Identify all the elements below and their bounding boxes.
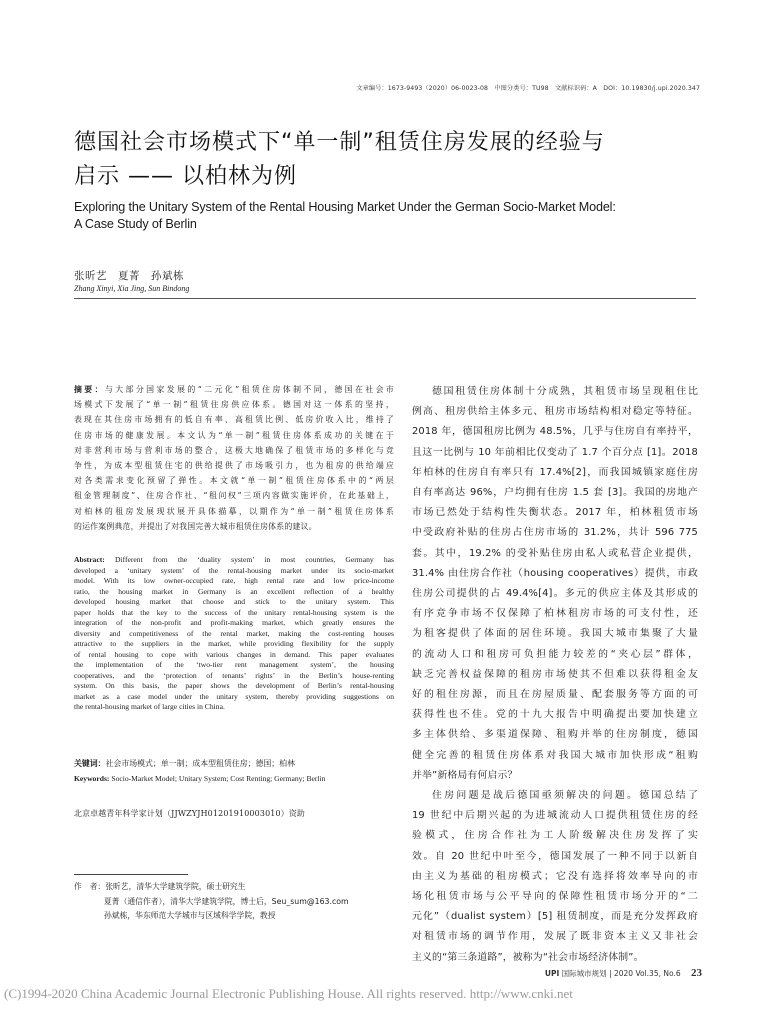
authors-chinese: 张昕艺 夏菁 孙斌栋 — [74, 270, 184, 282]
abstract-cn-label: 摘要： — [74, 385, 105, 394]
abstract-en-line: ratio, the housing market in Germany is an excellent reflection of a healthy — [74, 586, 394, 596]
journal-issue: 2020 Vol.35, No.6 — [613, 969, 681, 978]
abstract-en-line: developed housing market that choose and stick to the unitary system. This — [74, 597, 394, 606]
journal-logo: UPI — [544, 969, 560, 978]
body-line: 对租赁市场的调节作用，发展了既非资本主义又非社会 — [412, 931, 698, 943]
body-line: 住房公司提供的占 49.4%[4]。多元的供应主体及其形成的 — [412, 588, 698, 600]
body-line: 获得性也不佳。党的十九大报告中明确提出要加快建立 — [412, 709, 698, 721]
abstract-cn-line: 对柏林的租房发展现状展开具体描摹，以期作为“单一制”租赁住房体系 — [74, 506, 394, 516]
abstract-english — [74, 555, 394, 713]
body-line: 2018 年，德国租房比例为 48.5%，几乎与住房自有率持平， — [412, 426, 698, 438]
body-line: 德国租赁住房体制十分成熟，其租赁市场呈现租住比 — [432, 386, 698, 397]
body-line: 市场已然处于结构性失衡状态。2017 年，柏林租赁市场 — [412, 507, 698, 519]
abstract-cn-line-text: 与大部分国家发展的“二元化”租赁住房体制不同，德国在社会市 — [104, 385, 394, 394]
abstract-cn-line: 的运作案例典范，并提出了对我国完善大城市租赁住房体系的建议。 — [74, 521, 317, 531]
body-line: 中受政府补贴的住房占住房市场的 31.2%，共计 596 775 — [412, 527, 698, 539]
abstract-en-line: of rental housing to cope with various changes in demand. This paper evaluates — [74, 649, 394, 659]
english-title-line-2: A Case Study of Berlin — [74, 217, 197, 231]
abstract-cn-line: 对各类需求变化预留了弹性。本文就“单一制”租赁住房体系中的“两层 — [74, 476, 394, 486]
abstract-cn-line: 租金管理制度”、住房合作社、“租问权”三项内容做实施评价，在此基础上， — [74, 491, 394, 501]
abstract-en-line: integration of the non-profit and profit-making market, which greatly ensures the — [74, 618, 394, 627]
abstract-en-line: the implementation of the ‘two-tier rent management system’, the housing — [74, 660, 394, 669]
body-line: 元化”（dualist system）[5] 租赁制度，而是充分发挥政府 — [412, 911, 698, 923]
body-line: 由主义为基础的租房模式；它没有选择将效率导向的市 — [412, 870, 698, 882]
abstract-cn-line: 对非营利市场与营利市场的整合，这极大地确保了租赁市场的多样化与竞 — [74, 445, 394, 455]
body-line: 效。自 20 世纪中叶至今，德国发展了一种不同于以新自 — [412, 850, 698, 862]
abstract-en-line: paper holds that the key to the success of the unitary rental-housing system is the — [74, 607, 394, 617]
chinese-title — [74, 126, 714, 194]
funding-note: 北京卓越青年科学家计划（JJWZYJH01201910003010）资助 — [74, 809, 306, 818]
body-line: 健全完善的租赁住房体系对我国大城市加快形成“租购 — [412, 749, 698, 761]
author-info-line — [74, 880, 404, 895]
journal-name: 国际城市规划 — [561, 969, 607, 978]
body-line: 为租客提供了体面的居住环境。我国大城市集聚了大量 — [412, 628, 698, 640]
abstract-en-line: model. With its low owner-occupied rate, high rental rate and low price-income — [74, 576, 394, 585]
abstract-en-line — [74, 555, 394, 566]
body-line: 多主体供给、多渠道保障、租购并举的住房制度，德国 — [412, 729, 698, 741]
abstract-en-line-text: Different from the ‘duality system’ in most countries, Germany has — [115, 555, 394, 564]
abstract-en-line: system. On this basis, the paper shows the development of Berlin’s rental-housing — [74, 681, 394, 690]
abstract-en-line: cooperatives, and the ‘protection of tenants’ rights’ in the Berlin’s house-renting — [74, 670, 394, 680]
body-line: 缺乏完善权益保障的租房市场使其不但难以获得租金友 — [412, 668, 698, 680]
authors-english: Zhang Xinyi, Xia Jing, Sun Bindong — [74, 284, 190, 293]
abstract-cn-line: 争性，为成本型租赁住宅的供给提供了市场吸引力，也为租房的供给端应 — [74, 461, 394, 471]
abstract-en-line: the rental-housing market of large cities in China. — [74, 702, 225, 711]
keywords-en-label: Keywords: — [74, 774, 110, 783]
article-meta: 文章编号：1673-9493（2020）06-0023-08 中图分类号：TU98 文献标识码：A DOI：10.19830/j.upi.2020.347 — [356, 85, 700, 92]
footer-separator: | — [609, 969, 612, 978]
body-line: 主义的“第三条道路”，被称为“社会市场经济体制”。 — [412, 951, 644, 963]
author-info — [74, 880, 404, 924]
body-line: 年柏林的住房自有率只有 17.4%[2]，而我国城镇家庭住房 — [412, 466, 698, 478]
english-title — [74, 199, 694, 233]
abstract-en-line: attractive to the suppliers in the market, while providing flexibility for the supply — [74, 639, 394, 648]
body-line: 自有率高达 96%，户均拥有住房 1.5 套 [3]。我国的房地产 — [412, 487, 698, 499]
abstract-en-line: developed a ‘unitary system’ of the rental-housing market under its socio-market — [74, 565, 394, 575]
author-info-label: 作 者： — [74, 882, 106, 891]
keywords-english — [74, 774, 394, 783]
body-line: 好的租住房源，而且在房屋质量、配套服务等方面的可 — [412, 689, 698, 701]
abstract-chinese — [74, 382, 394, 534]
body-paragraph-2 — [412, 786, 698, 968]
abstract-en-label: Abstract: — [74, 555, 105, 564]
abstract-cn-line: 住房市场的健康发展。本文认为“单一制”租赁住房体系成功的关键在于 — [74, 430, 394, 440]
page-number: 23 — [691, 967, 702, 979]
keywords-cn-label: 关键词： — [74, 759, 106, 768]
page-footer — [412, 967, 702, 979]
author-info-line: 孙斌栋，华东师范大学城市与区域科学学院，教授 — [104, 911, 276, 920]
body-text — [412, 382, 698, 968]
body-line: 的流动人口和租房可负担能力较差的“夹心层”群体， — [412, 648, 698, 660]
body-line: 31.4% 由住房合作社（housing cooperatives）提供，市政 — [412, 567, 698, 579]
author-info-divider — [74, 874, 188, 875]
chinese-title-line-2: 启示 —— 以柏林为例 — [74, 164, 297, 189]
author-info-line: 夏菁（通信作者），清华大学建筑学院，博士后，Seu_sum@163.com — [104, 896, 349, 906]
keywords-en-text: Socio-Market Model; Unitary System; Cost Renting; Germany; Berlin — [111, 774, 326, 783]
header-divider — [74, 298, 696, 299]
copyright-watermark: (C)1994-2020 China Academic Journal Electronic Publishing House. All rights reserved. http://www.cnki.net — [4, 986, 573, 1001]
body-line: 19 世纪中后期兴起的为进城流动人口提供租赁住房的经 — [412, 810, 698, 822]
english-title-line-1: Exploring the Unitary System of the Rental Housing Market Under the German Socio-Market Model: — [74, 200, 616, 214]
body-paragraph-1 — [412, 382, 698, 786]
keywords-cn-text: 社会市场模式；单一制；成本型租赁住房；德国；柏林 — [105, 759, 295, 768]
body-line: 验模式，住房合作社为工人阶级解决住房发挥了实 — [412, 830, 698, 842]
body-line: 有序竞争市场不仅保障了柏林租房市场的可支付性，还 — [412, 608, 698, 620]
abstract-en-line: diversity and competitiveness of the rental market, making the cost-renting houses — [74, 628, 394, 638]
abstract-en-line: market as a case model under the unitary system, thereby providing suggestions on — [74, 691, 394, 701]
body-line: 并举”新格局有何启示？ — [412, 769, 518, 781]
body-line: 且这一比例与 10 年前相比仅变动了 1.7 个百分点 [1]。2018 — [412, 446, 698, 458]
body-line: 住房问题是战后德国亟须解决的问题。德国总结了 — [432, 790, 698, 802]
abstract-cn-line: 表现在其住房市场拥有的低自有率、高租赁比例、低房价收入比，维持了 — [74, 415, 394, 425]
author-info-text: 张昕艺，清华大学建筑学院，硕士研究生 — [105, 882, 246, 891]
abstract-cn-line — [74, 382, 394, 397]
body-line: 套。其中，19.2% 的受补贴住房由私人或私营企业提供， — [412, 547, 698, 559]
body-line: 场化租赁市场与公平导向的保障性租赁市场分开的“二 — [412, 891, 698, 903]
body-line: 例高、租房供给主体多元、租房市场结构相对稳定等特征。 — [412, 406, 698, 418]
keywords-chinese — [74, 758, 394, 769]
abstract-cn-line: 场模式下发展了“单一制”租赁住房供应体系。德国对这一体系的坚持， — [74, 400, 394, 410]
chinese-title-line-1: 德国社会市场模式下“单一制”租赁住房发展的经验与 — [74, 130, 605, 155]
